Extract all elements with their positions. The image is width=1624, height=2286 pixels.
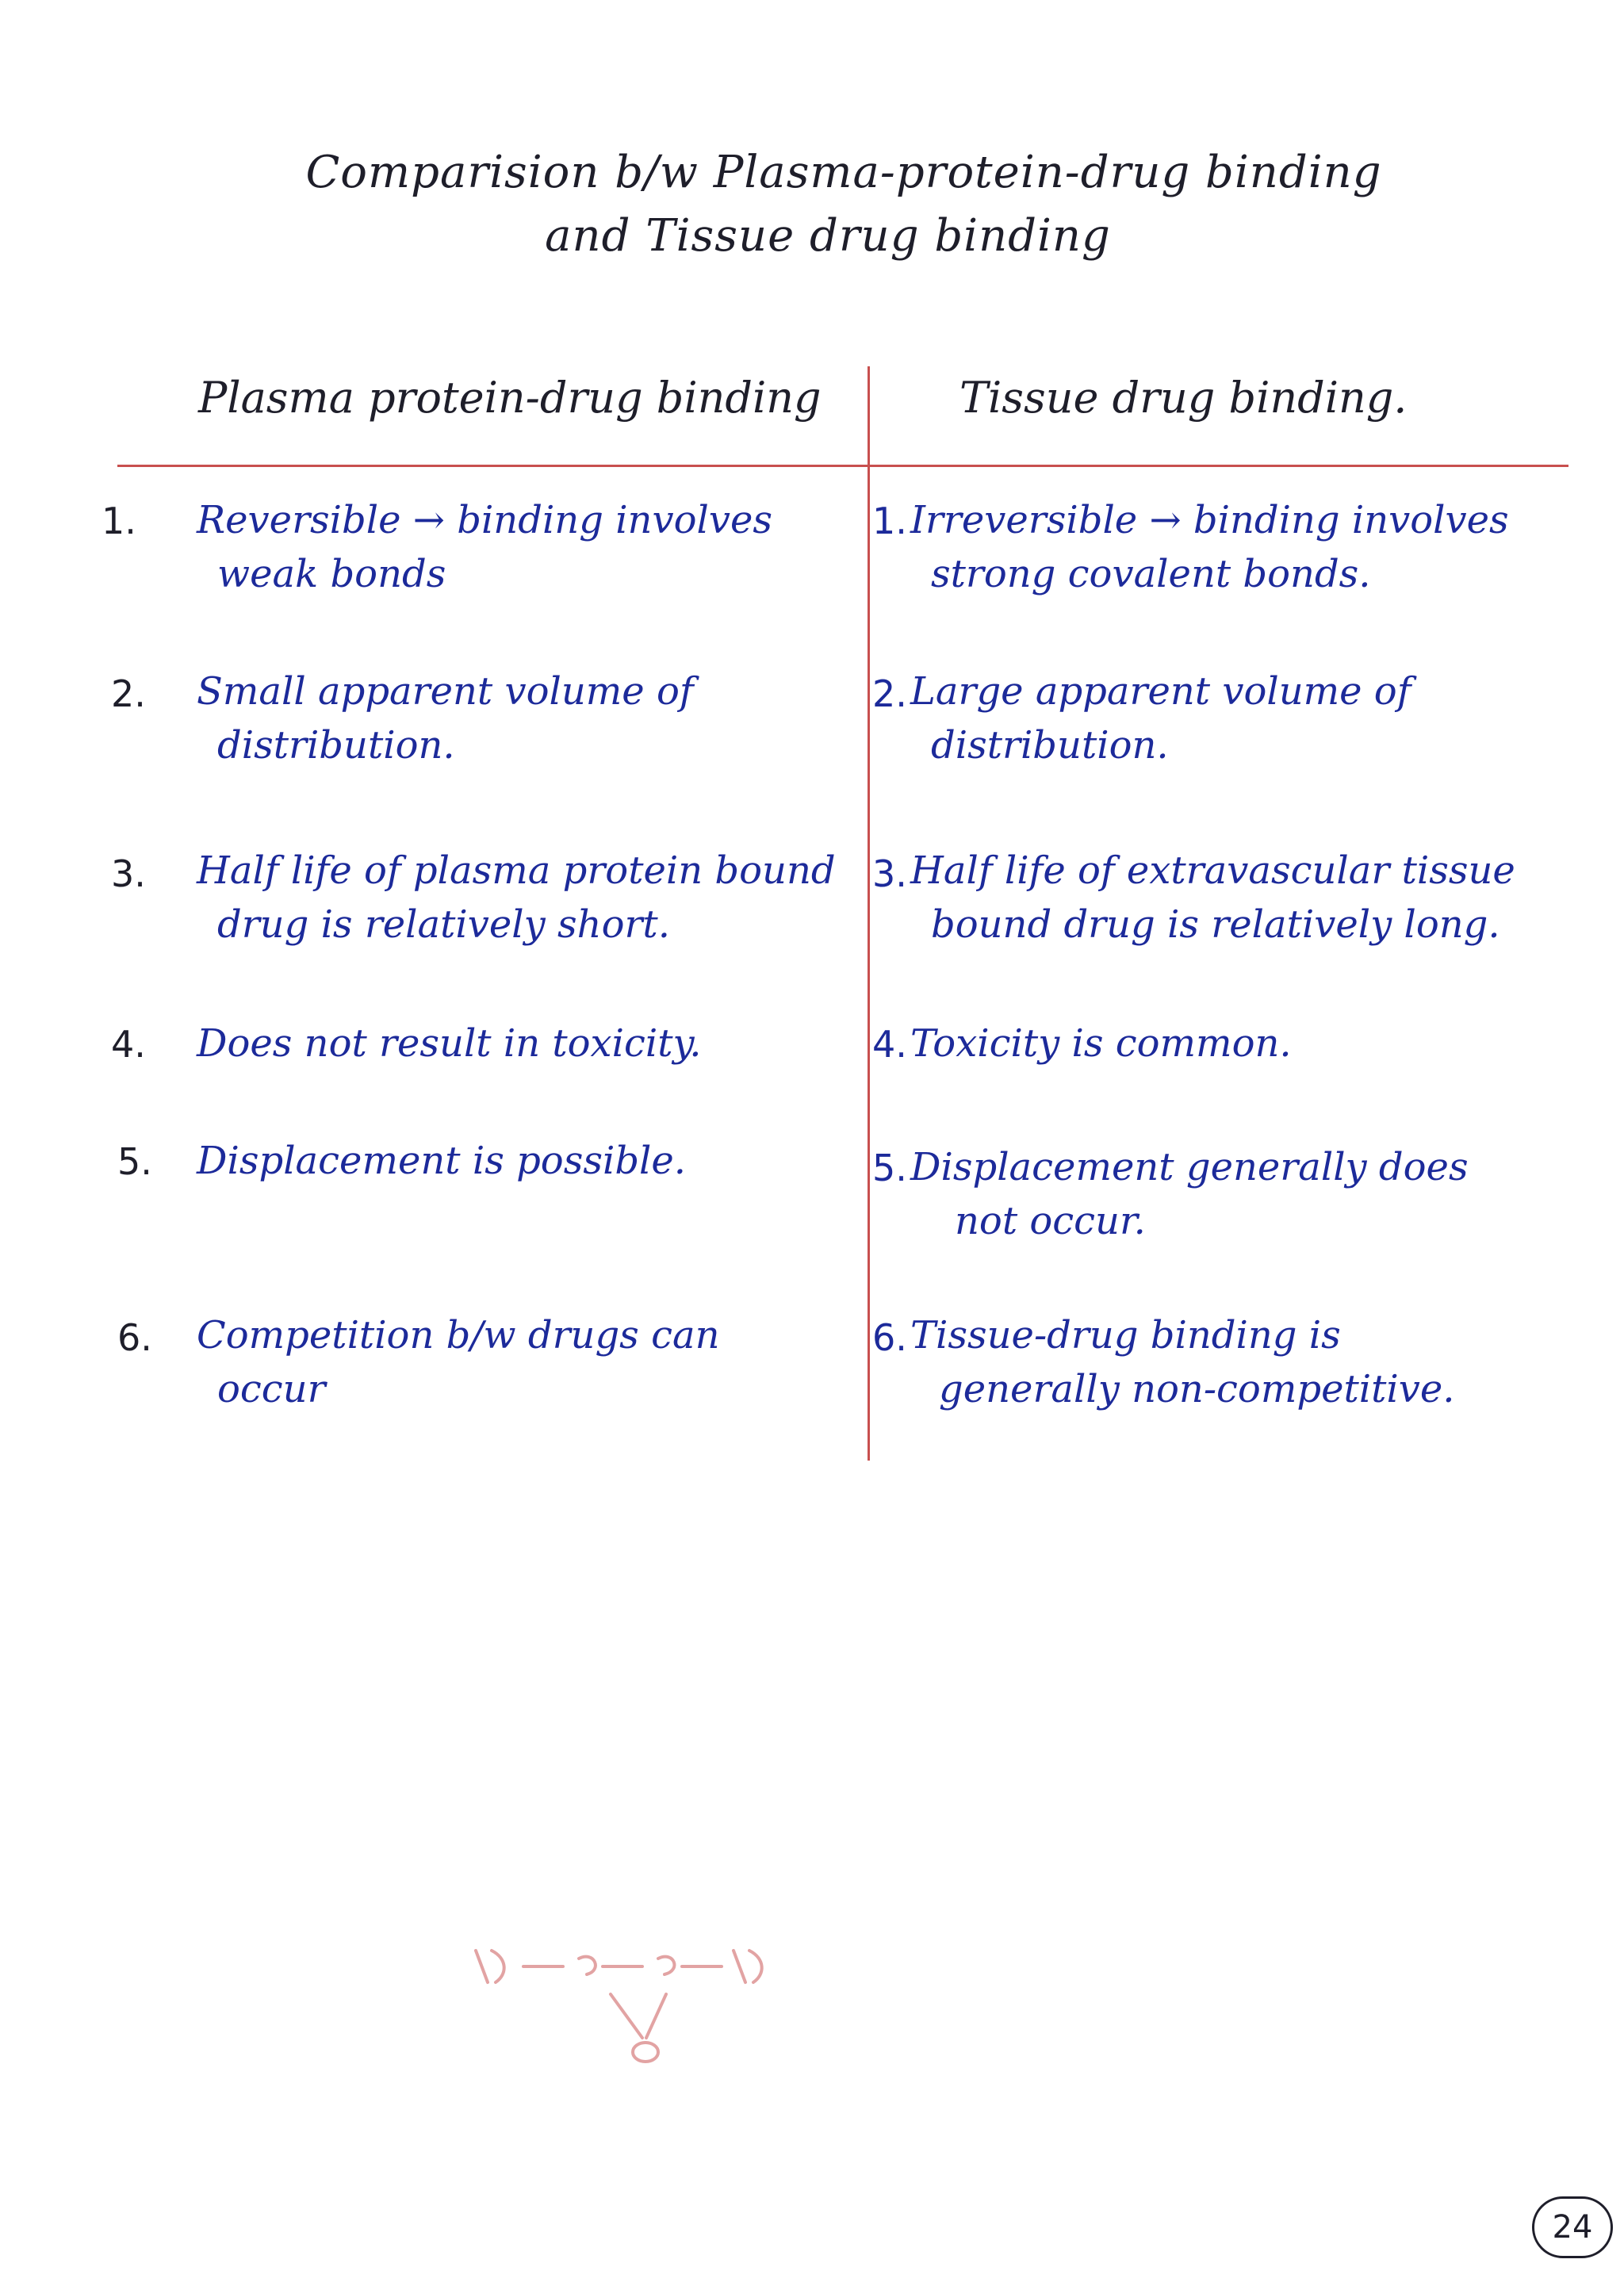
cell-line: Reversible → binding involves [197,498,772,542]
table-cell-plasma [197,1017,702,1070]
table-cell-tissue [910,844,1515,952]
row-number-right: 2. [872,672,907,715]
page-title-line-2: and Tissue drug binding [545,210,1111,262]
row-number-left: 5. [117,1140,152,1183]
row-number-right: 5. [872,1147,907,1189]
table-cell-tissue [910,1140,1469,1248]
cell-line: Does not result in toxicity. [197,1021,702,1066]
cell-line: drug is relatively short. [217,902,670,947]
page-number-badge: 24 [1532,2196,1613,2258]
cell-line: Toxicity is common. [910,1021,1292,1066]
table-cell-tissue [910,1017,1292,1070]
table-cell-plasma [197,844,836,952]
table-cell-tissue [910,1308,1455,1416]
cell-line: Irreversible → binding involves [910,498,1509,542]
cell-line: Displacement generally does [910,1145,1469,1189]
header-divider-line [117,465,1568,467]
table-cell-plasma [197,664,694,772]
cell-line: bound drug is relatively long. [931,902,1500,947]
cell-line: Competition b/w drugs can [197,1313,720,1357]
cell-line: Large apparent volume of [910,669,1411,714]
row-number-left: 1. [102,500,136,542]
row-number-right: 1. [872,500,907,542]
table-cell-tissue [910,493,1509,601]
cell-line: occur [217,1367,326,1411]
cell-line: Half life of extravascular tissue [910,848,1515,893]
column-divider-line [868,366,870,1461]
cell-line: Tissue-drug binding is [910,1313,1341,1357]
column-header-plasma: Plasma protein-drug binding [198,373,822,423]
cell-line: generally non-competitive. [939,1367,1455,1411]
row-number-left: 2. [111,672,146,715]
cell-line: Half life of plasma protein bound [197,848,836,893]
table-cell-plasma [197,493,772,601]
row-number-left: 3. [111,852,146,895]
cell-line: Small apparent volume of [197,669,694,714]
row-number-right: 6. [872,1316,907,1359]
row-number-right: 3. [872,852,907,895]
row-number-left: 6. [117,1316,152,1359]
row-number-left: 4. [111,1023,146,1066]
table-cell-plasma [197,1308,719,1416]
table-cell-plasma [197,1134,686,1188]
cell-line: not occur. [955,1199,1146,1243]
cell-line: strong covalent bonds. [931,552,1371,596]
table-cell-tissue [910,664,1411,772]
faint-sketch-drawing [460,1927,825,2109]
page-title-line-1: Comparision b/w Plasma-protein-drug binding [305,147,1382,198]
cell-line: distribution. [931,723,1169,768]
cell-line: Displacement is possible. [197,1139,687,1183]
cell-line: distribution. [217,723,455,768]
column-header-tissue: Tissue drug binding. [959,373,1408,423]
cell-line: weak bonds [217,552,446,596]
row-number-right: 4. [872,1023,907,1066]
